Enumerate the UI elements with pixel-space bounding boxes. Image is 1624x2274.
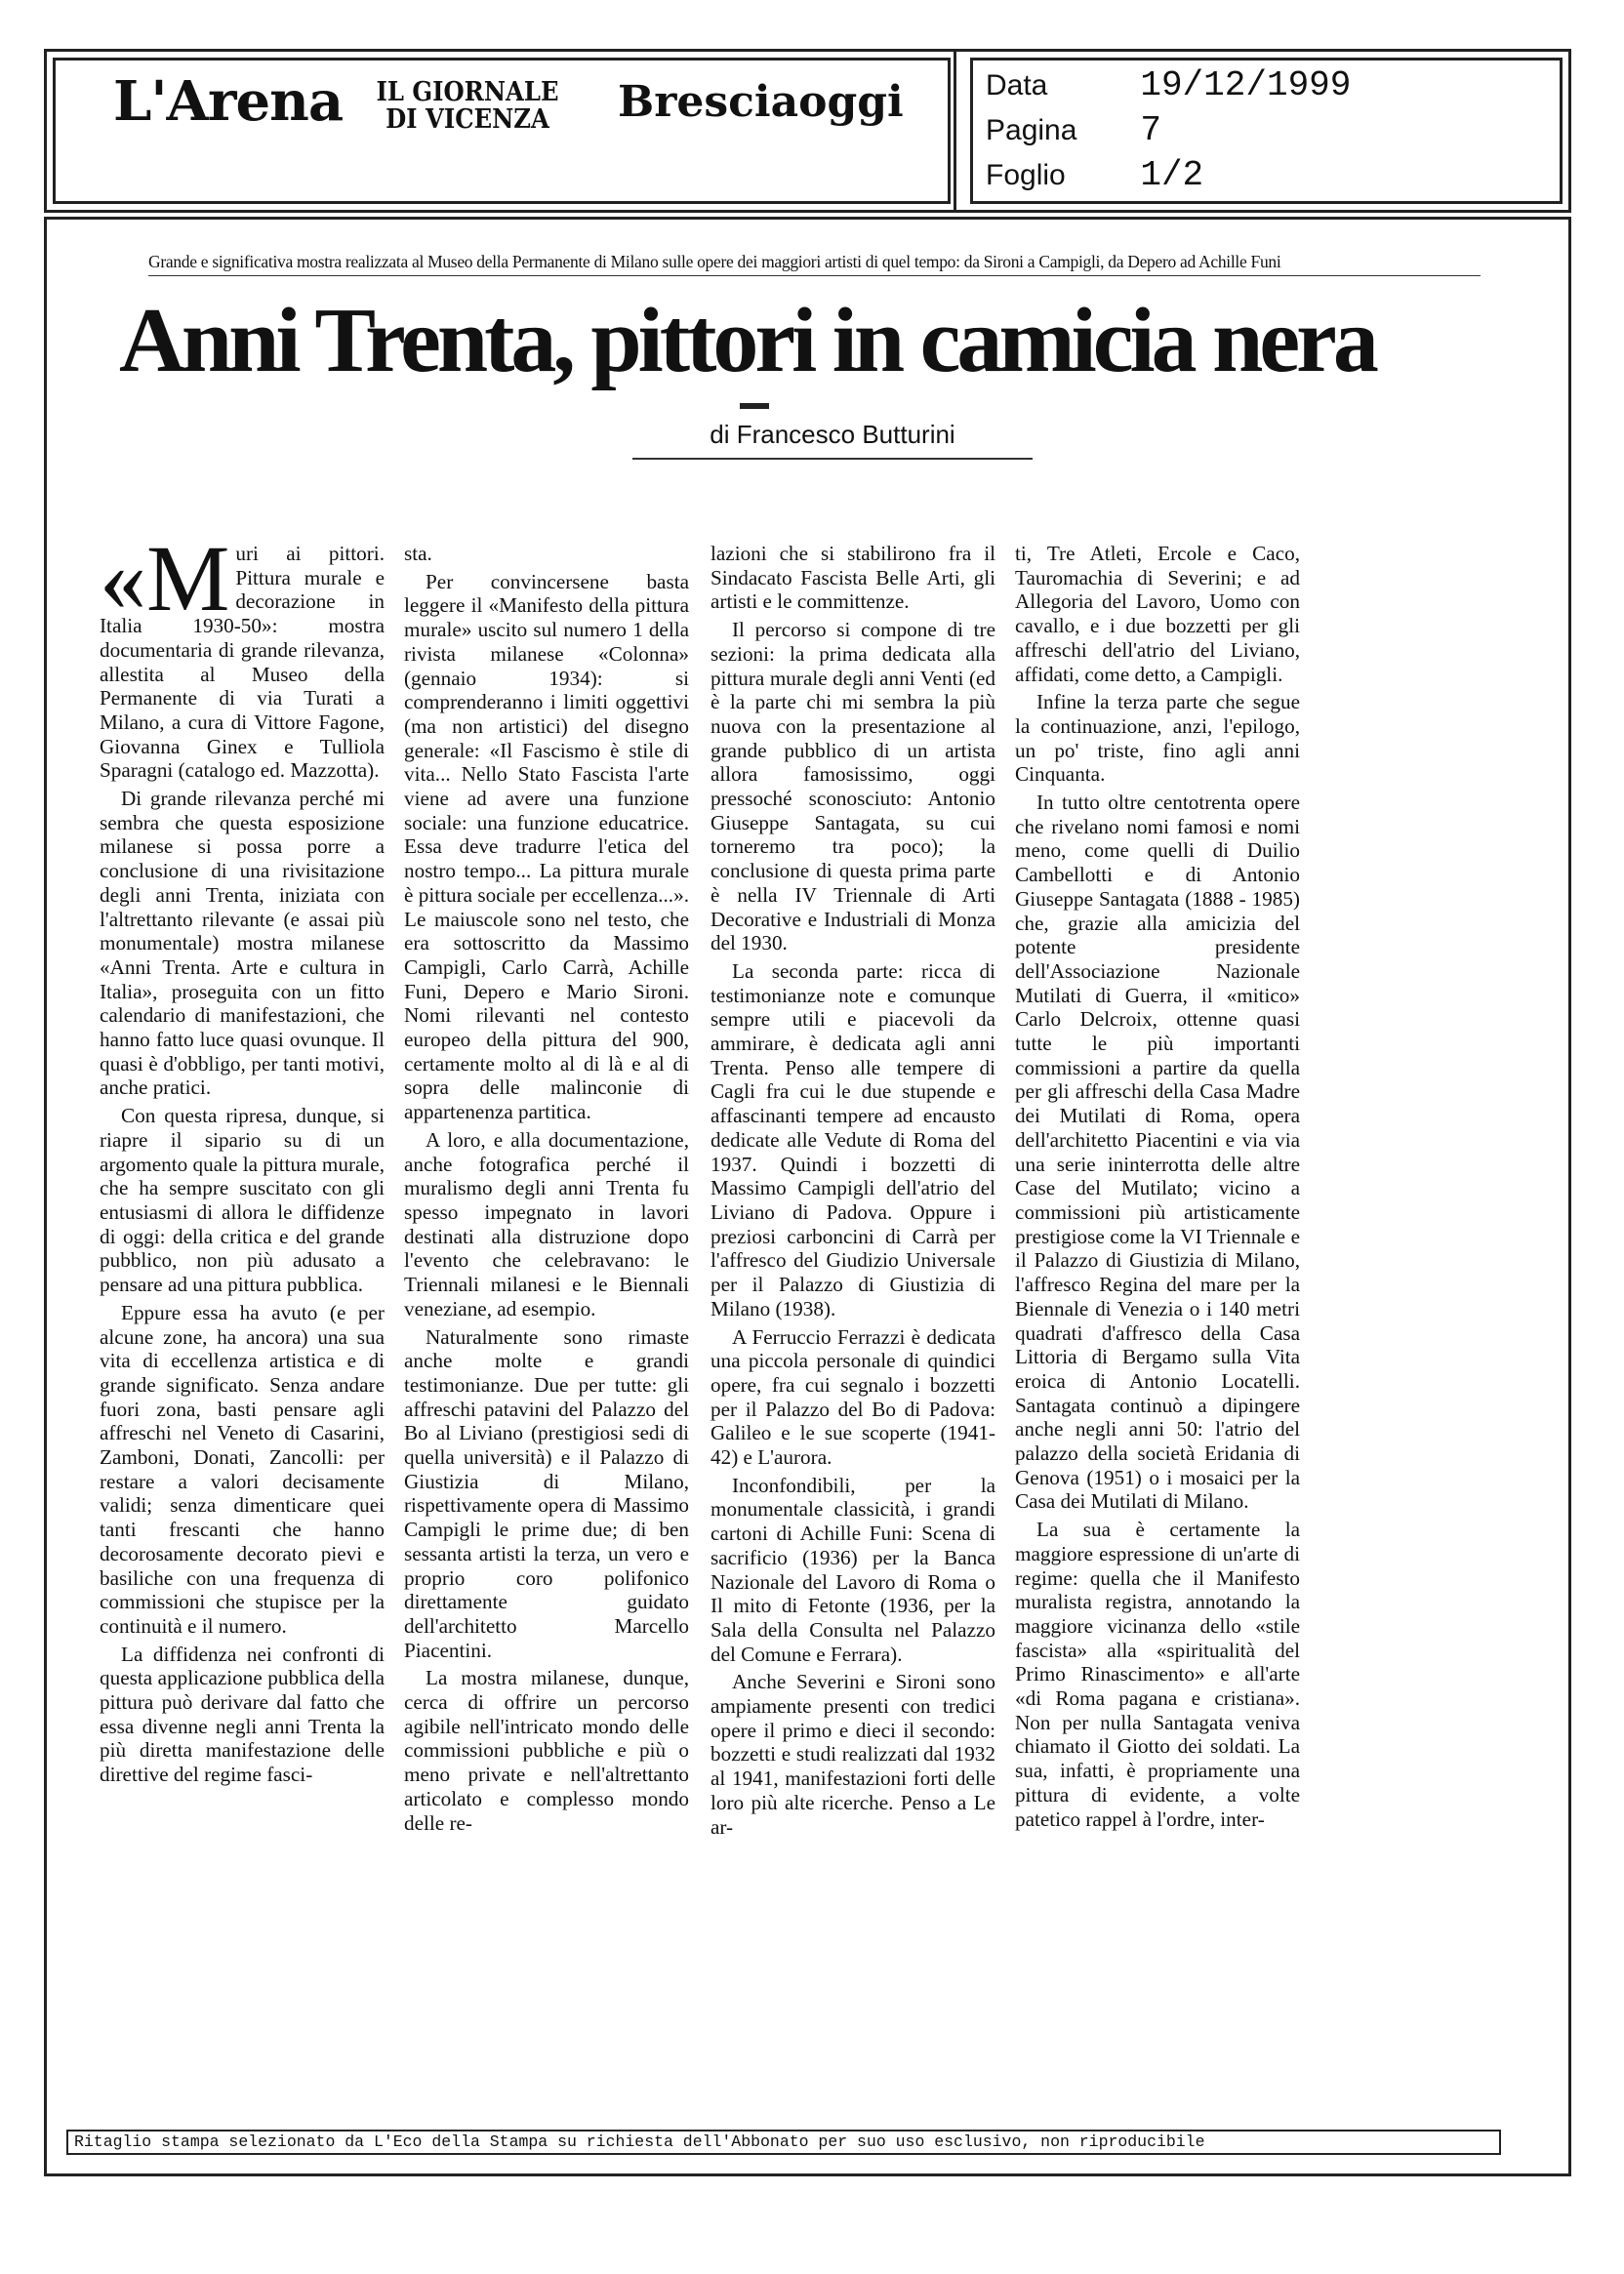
paragraph: A Ferruccio Ferrazzi è dedicata una piccola personale di quindici opere, fra cui segnalo i bozzetti per il Palazzo del Bo di Padova: Galileo e le sue scoperte (1941-42) e L'aurora. bbox=[710, 1324, 995, 1470]
meta-foglio-label: Foglio bbox=[986, 159, 1066, 191]
meta-pagina-row bbox=[986, 110, 1161, 150]
paragraph: Di grande rilevanza perché mi sembra che questa esposizione milanese si possa porre a conclusione di una rivisitazione degli anni Trenta, iniziata con l'altrettanto rilevante (e assai più monumentale) mostra milanese «Anni Trenta. Arte e cultura in Italia», proseguita con un fitto calendario di manifestazioni, che hanno fatto luce quasi ovunque. Il quasi è d'obbligo, per tanti motivi, anche pratici. bbox=[100, 787, 385, 1100]
paragraph: La diffidenza nei confronti di questa applicazione pubblica della pittura può derivare dal fatto che essa divenne negli anni Trenta la più diretta manifestazione delle direttive del regime fasci- bbox=[100, 1642, 385, 1787]
article-column-4 bbox=[1015, 542, 1300, 1835]
paragraph: lazioni che si stabilirono fra il Sindacato Fascista Belle Arti, gli artisti e le committenze. bbox=[710, 542, 995, 614]
article-column-2 bbox=[404, 542, 689, 1839]
article-byline: di Francesco Butturini bbox=[632, 420, 1033, 460]
meta-foglio-row bbox=[986, 155, 1203, 195]
paragraph: Infine la terza parte che segue la continuazione, anzi, l'epilogo, un po' triste, fino agli anni Cinquanta. bbox=[1015, 690, 1300, 787]
meta-data-value: 19/12/1999 bbox=[1140, 65, 1352, 105]
paragraph: sta. bbox=[404, 542, 432, 565]
headline-dash bbox=[740, 403, 769, 409]
paragraph: La sua è certamente la maggiore espressione di un'arte di regime: quella che il Manifesto muralista registra, annotando la maggiore vicinanza dello «stile fascista» alla «spiritualità del Primo Rinascimento» e all'arte «di Roma pagana e cristiana». Non per nulla Santagata veniva chiamato il Giotto dei soldati. La sua, infatti, è propriamente una pittura di evidente, a volte patetico rappel à l'ordre, inter- bbox=[1015, 1518, 1300, 1831]
paragraph bbox=[100, 526, 385, 783]
meta-foglio-value: 1/2 bbox=[1140, 155, 1204, 195]
paragraph: In tutto oltre centotrenta opere che rivelano nomi famosi e nomi meno, come quelli di Duilio Cambellotti e di Antonio Giuseppe Santagata (1888 - 1985) che, grazie alla amicizia del potente presidente dell'Associazione Nazionale Mutilati di Guerra, il «mitico» Carlo Delcroix, ottenne quasi tutte le più importanti commissioni a partire da quella per gli affreschi della Casa Madre dei Mutilati di Roma, opera dell'architetto Piacentini e via via una serie ininterrotta delle altre Case del Mutilato; vicino a commissioni più artisticamente prestigiose come la VI Triennale e il Palazzo di Giustizia di Milano, l'affresco Regina del mare per la Biennale di Venezia o i 140 metri quadrati d'affresco della Casa Littoria di Bergamo sulla Vita eroica di Antonio Locatelli. Santagata continuò a dipingere anche negli anni 50: l'atrio del palazzo della società Eridania di Genova (1951) o i mosaici per la Casa dei Mutilati di Milano. bbox=[1015, 791, 1300, 1514]
paragraph: La seconda parte: ricca di testimonianze note e comunque sempre utili e piacevoli da ammirare, è dedicata agli anni Trenta. Penso alle tempere di Cagli fra cui le due stupende e affascinanti tempere ad encausto dedicate alle Vedute di Roma del 1937. Quindi i bozzetti di Massimo Campigli dell'atrio del Liviano di Padova. Oppure i preziosi carboncini di Carrà per l'affresco del Giudizio Universale per il Palazzo di Giustizia di Milano (1938). bbox=[710, 958, 995, 1320]
logo-giornale-line2: DI VICENZA bbox=[386, 104, 549, 135]
paragraph: Con questa ripresa, dunque, si riapre il sipario su di un argomento quale la pittura murale, che ha sempre suscitato con gli entusiasmi di allora le diffidenze di oggi: della critica e del grande pubblico, non più adusato a pensare ad una pittura pubblica. bbox=[100, 1104, 386, 1297]
paragraph: Inconfondibili, per la monumentale classicità, i grandi cartoni di Achille Funi: Scena di sacrificio (1936) per la Banca Nazionale del Lavoro di Roma o Il mito di Fetonte (1936, per la Sala della Consulta nel Palazzo del Comune e Ferrara). bbox=[710, 1473, 995, 1666]
paragraph: A loro, e alla documentazione, anche fotografica perché il muralismo degli anni Trenta fu spesso impegnato in lavori destinati alla distruzione dopo l'evento che celebravano: le Triennali milanesi e le Biennali veneziane, ad esempio. bbox=[404, 1127, 689, 1320]
masthead bbox=[44, 49, 1571, 213]
paragraph: ti, Tre Atleti, Ercole e Caco, Tauromachia di Severini; e ad Allegoria del Lavoro, Uomo con cavallo, e i due bozzetti per gli affreschi dell'atrio del Liviano, affidati, come detto, a Campigli. bbox=[1015, 542, 1300, 686]
article-column-3 bbox=[710, 542, 995, 1843]
paragraph: Naturalmente sono rimaste anche molte e grandi testimonianze. Due per tutte: gli affreschi patavini del Palazzo del Bo al Liviano (prestigiosi sedi di quella università) e il Palazzo di Giustizia di Milano, rispettivamente opera di Massimo Campigli le prime due; di ben sessanta artisti la terza, un vero e proprio coro polifonico direttamente guidato dell'architetto Marcello Piacentini. bbox=[404, 1324, 689, 1662]
logo-il-giornale-di-vicenza bbox=[371, 79, 564, 134]
article-column-1 bbox=[100, 526, 386, 1791]
paragraph: Il percorso si compone di tre sezioni: la prima dedicata alla pittura murale degli anni Venti (ed è la parte chi mi sembra la più nuova con la presentazione al grande pubblico di un artista allora famosissimo, oggi pressoché sconosciuto: Antonio Giuseppe Santagata, su cui torneremo tra poco); la conclusione di questa prima parte è nella IV Triennale di Arti Decorative e Industriali di Monza del 1930. bbox=[710, 618, 995, 955]
clipping-notice: Ritaglio stampa selezionato da L'Eco della Stampa su richiesta dell'Abbonato per suo uso esclusivo, non riproducibile bbox=[66, 2130, 1501, 2155]
clipping-meta bbox=[964, 52, 1568, 210]
meta-pagina-label: Pagina bbox=[986, 114, 1077, 146]
article-headline: Anni Trenta, pittori in camicia nera bbox=[119, 290, 1375, 391]
logo-giornale-line1: IL GIORNALE bbox=[376, 77, 559, 107]
paragraph: Anche Severini e Sironi sono ampiamente presenti con tredici opere il primo e dieci il secondo: bozzetti e studi realizzati dal 1932 al 1941, manifestazioni forti delle loro più alte ricerche. Penso a Le ar- bbox=[710, 1670, 995, 1839]
newspaper-logos bbox=[47, 52, 956, 210]
meta-pagina-value: 7 bbox=[1140, 110, 1161, 150]
paragraph: Eppure essa ha avuto (e per alcune zone, ha ancora) una sua vita di eccellenza artistica e di grande significato. Senza andare fuori zona, basti pensare agli affreschi nel Veneto di Casarini, Zamboni, Donati, Zancolli: per restare a valori decisamente validi; senza dimenticare quei tanti frescanti che hanno decorosamente decorato pievi e basiliche con una frequenza di commissioni che stupisce per la continuità e il numero. bbox=[100, 1300, 385, 1638]
meta-data-label: Data bbox=[986, 69, 1048, 102]
meta-data-row bbox=[986, 65, 1351, 105]
dropcap-letter: M bbox=[146, 526, 230, 630]
paragraph-text: uri ai pittori. Pittura murale e decorazione in Italia 1930-50»: mostra documentaria di grande rilevanza, allestita al Museo della Permanente di via Turati a Milano, a cura di Vittore Fagone, Giovanna Ginex e Tulliola Sparagni (catalogo ed. Mazzotta). bbox=[100, 542, 385, 783]
dropcap-quote: « bbox=[100, 526, 146, 630]
logo-bresciaoggi: Bresciaoggi bbox=[618, 77, 904, 127]
logo-larena: L'Arena bbox=[113, 69, 344, 134]
paragraph: Per convincersene basta leggere il «Manifesto della pittura murale» uscito sul numero 1 della rivista milanese «Colonna» (gennaio 1934): si comprenderanno i limiti oggettivi (ma non artistici) del disegno generale: «Il Fascismo è stile di vita... Nello Stato Fascista l'arte viene ad avere una funzione sociale: una funzione educatrice. Essa deve tradurre l'etica del nostro tempo... La pittura murale è pittura sociale per eccellenza...». Le maiuscole sono nel testo, che era sottoscritto da Massimo Campigli, Carlo Carrà, Achille Funi, Depero e Mario Sironi. Nomi rilevanti nel contesto europeo della pittura del 900, certamente molto al di là e al di sopra delle malinconie di appartenenza partitica. bbox=[404, 569, 689, 1124]
article-kicker: Grande e significativa mostra realizzata al Museo della Permanente di Milano sulle opere dei maggiori artisti di quel tempo: da Sironi a Campigli, da Depero ad Achille Funi bbox=[148, 252, 1481, 276]
paragraph: La mostra milanese, dunque, cerca di offrire un percorso agibile nell'intricato mondo delle commissioni pubbliche e più o meno private e nell'altrettanto articolato e complesso mondo delle re- bbox=[404, 1666, 689, 1835]
dropcap bbox=[100, 526, 230, 630]
